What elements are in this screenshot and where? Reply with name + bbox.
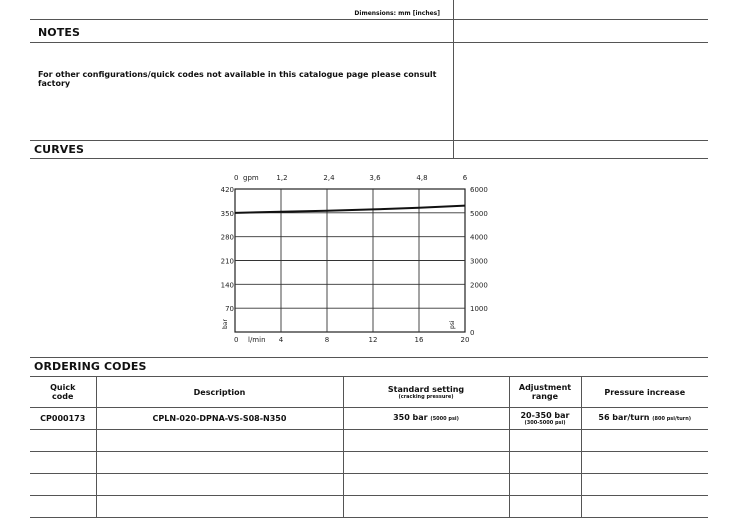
x-tick-label: 0	[234, 336, 239, 344]
empty-cell	[581, 496, 708, 518]
x-tick-label: 20	[460, 336, 470, 344]
header-standard-setting	[343, 377, 509, 408]
x-tick-label: 12	[368, 336, 378, 344]
empty-cell	[30, 452, 96, 474]
ordering-title: ORDERING CODES	[34, 360, 147, 373]
notes-text: For other configurations/quick codes not available in this catalogue page please consult factory	[38, 70, 437, 88]
curves-title: CURVES	[34, 143, 85, 156]
chart-series	[235, 206, 465, 213]
cell-pressure-increase	[581, 408, 708, 430]
empty-cell	[581, 430, 708, 452]
cell-increase-psi: (800 psi/turn)	[652, 416, 692, 422]
y-tick-label: 420	[220, 186, 234, 194]
empty-cell	[509, 452, 581, 474]
x-tick-label: 4	[278, 336, 284, 344]
empty-cell	[96, 474, 343, 496]
y-axis-label: bar	[222, 319, 229, 329]
y-tick-label: 70	[225, 305, 234, 314]
x2-tick-label: 0	[234, 174, 239, 182]
header-standard-setting-label: Standard setting	[387, 384, 465, 394]
x-tick-label: 16	[414, 336, 424, 344]
x2-tick-label: 3,6	[369, 174, 381, 182]
y2-axis-label: psi	[449, 320, 456, 329]
x2-tick-label: 4,8	[416, 174, 428, 182]
empty-cell	[343, 452, 509, 474]
header-standard-setting-sub: (cracking pressure)	[398, 393, 454, 400]
header-quick-code: Quick code	[30, 377, 96, 408]
y2-tick-label: 3000	[470, 257, 488, 266]
empty-cell	[30, 430, 96, 452]
table-header-row	[30, 377, 708, 408]
empty-cell	[343, 474, 509, 496]
table-row	[30, 430, 708, 452]
y-tick-label: 350	[220, 209, 234, 218]
y-tick-label: 280	[220, 233, 234, 242]
table-row	[30, 408, 708, 430]
empty-cell	[581, 452, 708, 474]
pressure-curve-line	[235, 206, 465, 213]
y-tick-label: 140	[220, 281, 234, 290]
y2-tick-label: 1000	[470, 305, 488, 314]
empty-cell	[96, 452, 343, 474]
x-tick-label: 8	[324, 336, 330, 344]
table-row	[30, 474, 708, 496]
empty-cell	[343, 430, 509, 452]
empty-cell	[30, 474, 96, 496]
x-tick-label: l/min	[248, 336, 266, 344]
header-description: Description	[96, 377, 343, 408]
dimensions-note: Dimensions: mm [inches]	[354, 10, 440, 17]
table-row	[30, 452, 708, 474]
x2-tick-label: 6	[462, 174, 468, 182]
x2-tick-label: 2,4	[323, 174, 335, 182]
y2-tick-label: 2000	[470, 281, 488, 290]
empty-cell	[509, 474, 581, 496]
y-tick-label: 210	[220, 257, 234, 266]
cell-setting-psi: (5000 psi)	[430, 416, 459, 422]
x2-tick-label: 1,2	[276, 174, 288, 182]
cell-range-psi: (300-5000 psi)	[524, 419, 566, 426]
ordering-codes-table	[30, 376, 708, 518]
empty-cell	[96, 496, 343, 518]
empty-cell	[96, 430, 343, 452]
empty-cell	[343, 496, 509, 518]
y2-tick-label: 0	[470, 329, 475, 337]
ordering-top-rule	[30, 357, 708, 358]
header-adjustment-range: Adjustment range	[509, 377, 581, 408]
cell-quick-code: CP000173	[30, 408, 96, 430]
cell-increase-bar: 56 bar/turn	[598, 413, 650, 422]
notes-title: NOTES	[38, 26, 80, 39]
chart-labels	[221, 174, 488, 344]
y2-tick-label: 4000	[470, 233, 488, 242]
x2-tick-label: gpm	[243, 174, 259, 182]
empty-cell	[509, 496, 581, 518]
header-pressure-increase: Pressure increase	[581, 377, 708, 408]
table-row	[30, 496, 708, 518]
cell-standard-setting	[343, 408, 509, 430]
cell-adjustment-range	[509, 408, 581, 430]
cell-range-bar: 20-350 bar	[520, 410, 570, 420]
cell-setting-bar: 350 bar	[393, 413, 428, 422]
y2-tick-label: 6000	[470, 186, 488, 194]
empty-cell	[509, 430, 581, 452]
empty-cell	[581, 474, 708, 496]
cell-description: CPLN-020-DPNA-VS-S08-N350	[96, 408, 343, 430]
empty-cell	[30, 496, 96, 518]
y2-tick-label: 5000	[470, 209, 488, 218]
